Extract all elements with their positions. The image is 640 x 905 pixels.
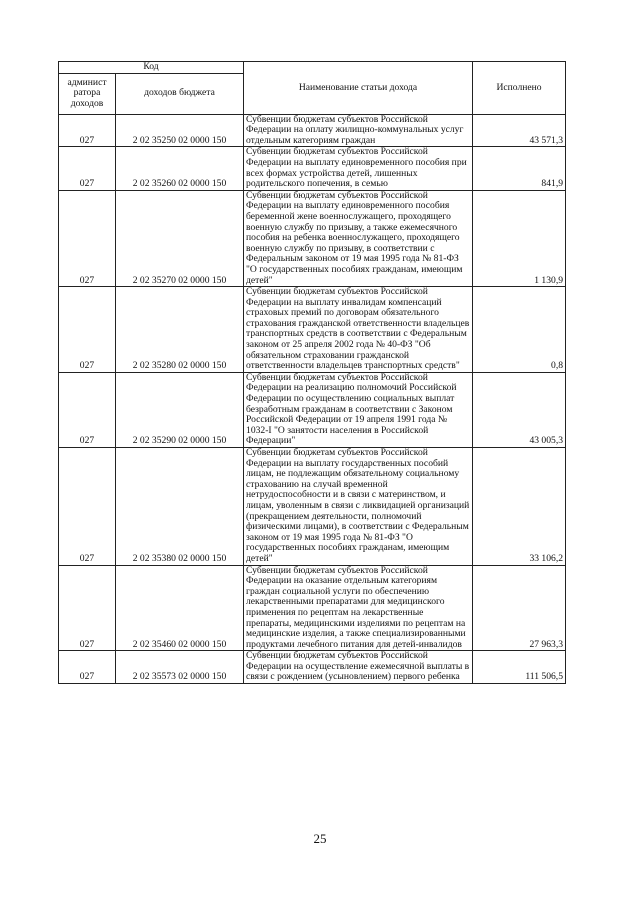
admin-code-cell: 027: [59, 114, 116, 147]
income-name-cell: Субвенции бюджетам субъектов Российской Федерации на оказание отдельным категориям граждан социальной услуги по обеспечению лекарственными препаратами для медицинского применения по рецептам на лекарственные препараты, медицинскими изделиями по рецептам на медицинские изделия, а также специализированными продуктами лечебного питания для детей-инвалидов: [244, 565, 473, 651]
income-code-cell: 2 02 35280 02 0000 150: [116, 287, 244, 373]
income-name-cell: Субвенции бюджетам субъектов Российской Федерации на оплату жилищно-коммунальных услуг отдельным категориям граждан: [244, 114, 473, 147]
income-code-cell: 2 02 35290 02 0000 150: [116, 372, 244, 447]
header-row-top: [59, 62, 566, 74]
table-row: [59, 651, 566, 684]
table-row: [59, 287, 566, 373]
income-name-cell: Субвенции бюджетам субъектов Российской Федерации на выплату единовременного пособия при всех формах устройства детей, лишенных родительского попечения, в семью: [244, 147, 473, 190]
income-code-cell: 2 02 35260 02 0000 150: [116, 147, 244, 190]
income-code-cell: 2 02 35380 02 0000 150: [116, 448, 244, 566]
income-code-cell: 2 02 35573 02 0000 150: [116, 651, 244, 684]
table-row: [59, 147, 566, 190]
executed-amount-cell: 43 005,3: [473, 372, 566, 447]
executed-amount-cell: 111 506,5: [473, 651, 566, 684]
table-row: [59, 372, 566, 447]
income-name-cell: Субвенции бюджетам субъектов Российской Федерации на реализацию полномочий Российской Федерации по осуществлению социальных выплат безработным гражданам в соответствии с Законом Российской Федерации от 19 апреля 1991 года № 1032-I "О занятости населения в Российской Федерации": [244, 372, 473, 447]
budget-revenue-table: [58, 61, 566, 684]
executed-amount-cell: 841,9: [473, 147, 566, 190]
executed-amount-cell: 1 130,9: [473, 190, 566, 286]
executed-amount-cell: 0,8: [473, 287, 566, 373]
income-name-cell: Субвенции бюджетам субъектов Российской Федерации на выплату государственных пособий лицам, не подлежащим обязательному социальному страхованию на случай временной нетрудоспособности и в связи с материнством, и лицам, уволенным в связи с ликвидацией организаций (прекращением деятельности, полномочий физическими лицами), в соответствии с Федеральным законом от 19 мая 1995 года № 81-ФЗ "О государственных пособиях гражданам, имеющим детей": [244, 448, 473, 566]
income-name-header: Наименование статьи дохода: [244, 62, 473, 115]
executed-header: Исполнено: [473, 62, 566, 115]
table-row: [59, 190, 566, 286]
page-number: 25: [313, 831, 327, 846]
income-name-cell: Субвенции бюджетам субъектов Российской Федерации на осуществление ежемесячной выплаты в связи с рождением (усыновлением) первого ребенка: [244, 651, 473, 684]
admin-code-cell: 027: [59, 565, 116, 651]
admin-code-cell: 027: [59, 287, 116, 373]
executed-amount-cell: 33 106,2: [473, 448, 566, 566]
admin-code-cell: 027: [59, 190, 116, 286]
executed-amount-cell: 43 571,3: [473, 114, 566, 147]
table-row: [59, 565, 566, 651]
income-code-cell: 2 02 35460 02 0000 150: [116, 565, 244, 651]
executed-amount-cell: 27 963,3: [473, 565, 566, 651]
budget-income-code-header: доходов бюджета: [116, 73, 244, 114]
income-code-cell: 2 02 35250 02 0000 150: [116, 114, 244, 147]
income-name-cell: Субвенции бюджетам субъектов Российской Федерации на выплату инвалидам компенсаций страховых премий по договорам обязательного страхования гражданской ответственности владельцев транспортных средств в соответствии с Федеральным законом от 25 апреля 2002 года № 40-ФЗ "Об обязательном страховании гражданской ответственности владельцев транспортных средств": [244, 287, 473, 373]
income-name-cell: Субвенции бюджетам субъектов Российской Федерации на выплату единовременного пособия беременной жене военнослужащего, проходящего военную службу по призыву, а также ежемесячного пособия на ребенка военнослужащего, проходящего военную службу по призыву, в соответствии с Федеральным законом от 19 мая 1995 года № 81-ФЗ "О государственных пособиях гражданам, имеющим детей": [244, 190, 473, 286]
income-code-cell: 2 02 35270 02 0000 150: [116, 190, 244, 286]
admin-code-cell: 027: [59, 448, 116, 566]
table-row: [59, 114, 566, 147]
admin-code-cell: 027: [59, 147, 116, 190]
admin-code-header: админист ратора доходов: [59, 73, 116, 114]
admin-code-cell: 027: [59, 651, 116, 684]
code-group-header: Код: [59, 62, 244, 74]
table-row: [59, 448, 566, 566]
admin-code-cell: 027: [59, 372, 116, 447]
